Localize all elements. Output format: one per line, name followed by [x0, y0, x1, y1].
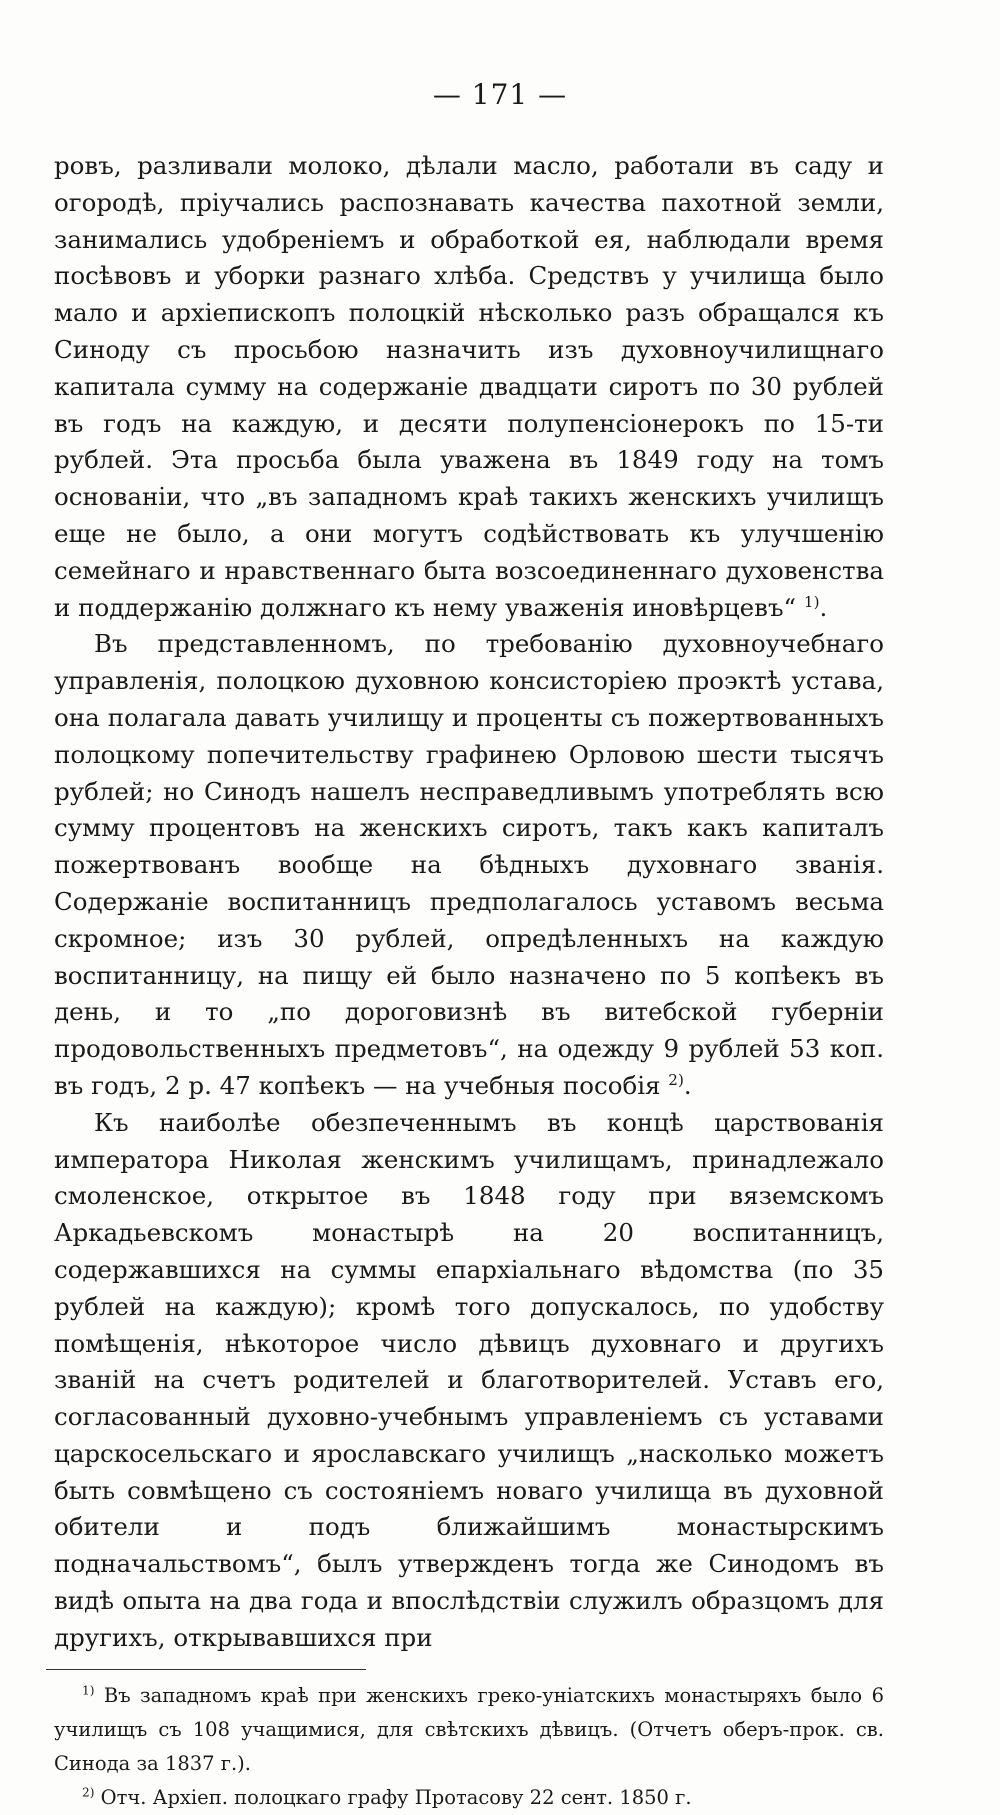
paragraph-tail: . [683, 1070, 692, 1100]
footnote-mark: 1) [82, 1683, 95, 1698]
footnote-1 [54, 1679, 884, 1781]
paragraph-tail: . [819, 592, 828, 622]
footnote-divider [46, 1669, 366, 1670]
footnote-mark: 2) [82, 1785, 95, 1800]
paragraph-text: Къ наиболѣе обезпеченнымъ въ концѣ царствованія императора Николая женскимъ училищамъ, принадлежало смоленское, открытое въ 1848 году при вяземскомъ Аркадьевскомъ монастырѣ на 20 воспитанницъ, содержавшихся на суммы епархіальнаго вѣдомства (по 35 рублей на каждую); кромѣ того допускалось, по удобству помѣщенія, нѣкоторое число дѣвицъ духовнаго и другихъ званій на счетъ родителей и благотворителей. Уставъ его, согласованный духовно-учебнымъ управленіемъ съ уставами царскосельскаго и ярославскаго училищъ „насколько можетъ быть совмѣщено съ состояніемъ новаго училища въ духовной обители и подъ ближайшимъ монастырскимъ подначальствомъ“, былъ утвержденъ тогда же Синодомъ въ видѣ опыта на два года и впослѣдствіи служилъ образцомъ для другихъ, открывавшихся при [54, 1107, 884, 1652]
footnote-ref[interactable]: 1) [803, 592, 820, 611]
page-number: — 171 — [432, 78, 568, 111]
paragraph-3 [54, 1105, 884, 1657]
footnote-text: Отч. Архіеп. полоцкаго графу Протасову 22 сент. 1850 г. [100, 1786, 692, 1809]
footnote-text: Въ западномъ краѣ при женскихъ греко-уніатскихъ монастыряхъ было 6 училищъ съ 108 учащимися, для свѣтскихъ дѣвицъ. (Отчетъ оберъ-прок. св. Синода за 1837 г.). [54, 1684, 884, 1775]
body-text [54, 148, 884, 1657]
paragraph-1 [54, 148, 884, 626]
paragraph-2 [54, 626, 884, 1104]
footnotes [54, 1679, 884, 1815]
paragraph-text: Въ представленномъ, по требованію духовноучебнаго управленія, полоцкою духовною консисторіею проэктѣ устава, она полагала давать училищу и проценты съ пожертвованныхъ полоцкому попечительству графинею Орловою шести тысячъ рублей; но Синодъ нашелъ несправедливымъ употреблять всю сумму процентовъ на женскихъ сиротъ, такъ какъ капиталъ пожертвованъ вообще на бѣдныхъ духовнаго званія. Содержаніе воспитанницъ предполагалось уставомъ весьма скромное; изъ 30 рублей, опредѣленныхъ на каждую воспитанницу, на пищу ей было назначено по 5 копѣекъ въ день, и то „по дороговизнѣ въ витебской губерніи продовольственныхъ предметовъ“, на одежду 9 рублей 53 коп. въ годъ, 2 р. 47 копѣекъ — на учебныя пособія [54, 629, 884, 1100]
footnote-ref[interactable]: 2) [668, 1070, 684, 1089]
footnote-2 [54, 1781, 884, 1815]
paragraph-text: ровъ, разливали молоко, дѣлали масло, работали въ саду и огородѣ, пріучались распознавать качества пахотной земли, занимались удобреніемъ и обработкой ея, наблюдали время посѣвовъ и уборки разнаго хлѣба. Средствъ у училища было мало и архіепископъ полоцкій нѣсколько разъ обращался къ Синоду съ просьбою назначить изъ духовноучилищнаго капитала сумму на содержаніе двадцати сиротъ по 30 рублей въ годъ на каждую, и десяти полупенсіонерокъ по 15-ти рублей. Эта просьба была уважена въ 1849 году на томъ основаніи, что „въ западномъ краѣ такихъ женскихъ училищъ еще не было, а они могутъ содѣйствовать къ улучшенію семейнаго и нравственнаго быта возсоединеннаго духовенства и поддержанію должнаго къ нему уваженія иновѣрцевъ“ [54, 151, 884, 622]
